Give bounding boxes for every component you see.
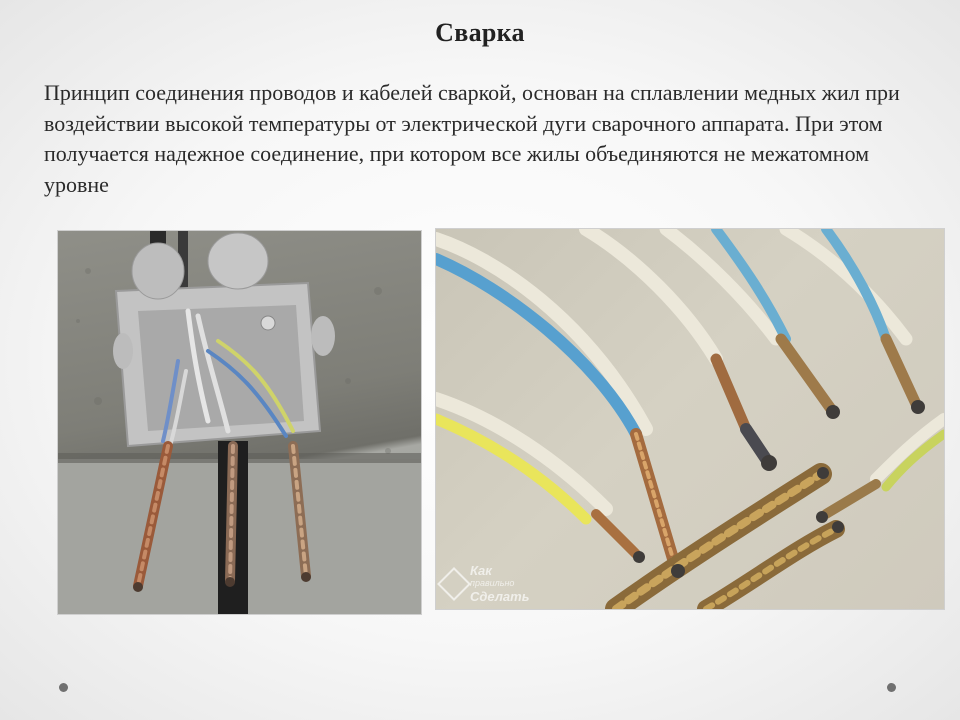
slide-title: Сварка	[435, 18, 525, 47]
welded-wires-photo	[435, 228, 945, 610]
bullet-dot-left	[59, 683, 68, 692]
watermark-line2: правильно	[470, 578, 515, 588]
junction-box-photo	[57, 230, 422, 615]
junction-box-illustration	[58, 231, 421, 614]
bullet-dot-right	[887, 683, 896, 692]
welded-wires-illustration	[436, 229, 944, 609]
watermark-line3: Сделать	[470, 589, 530, 604]
slide-paragraph: Принцип соединения проводов и кабелей сваркой, основан на сплавлении медных жил при воздействии высокой температуры от электрической дуги сварочного аппарата. При этом получается надежное соединение, при котором все жилы объединяются не межатомном уровне	[44, 80, 900, 197]
watermark-line1: Как	[470, 563, 492, 578]
watermark-logo-icon	[437, 567, 471, 601]
watermark	[442, 564, 529, 603]
